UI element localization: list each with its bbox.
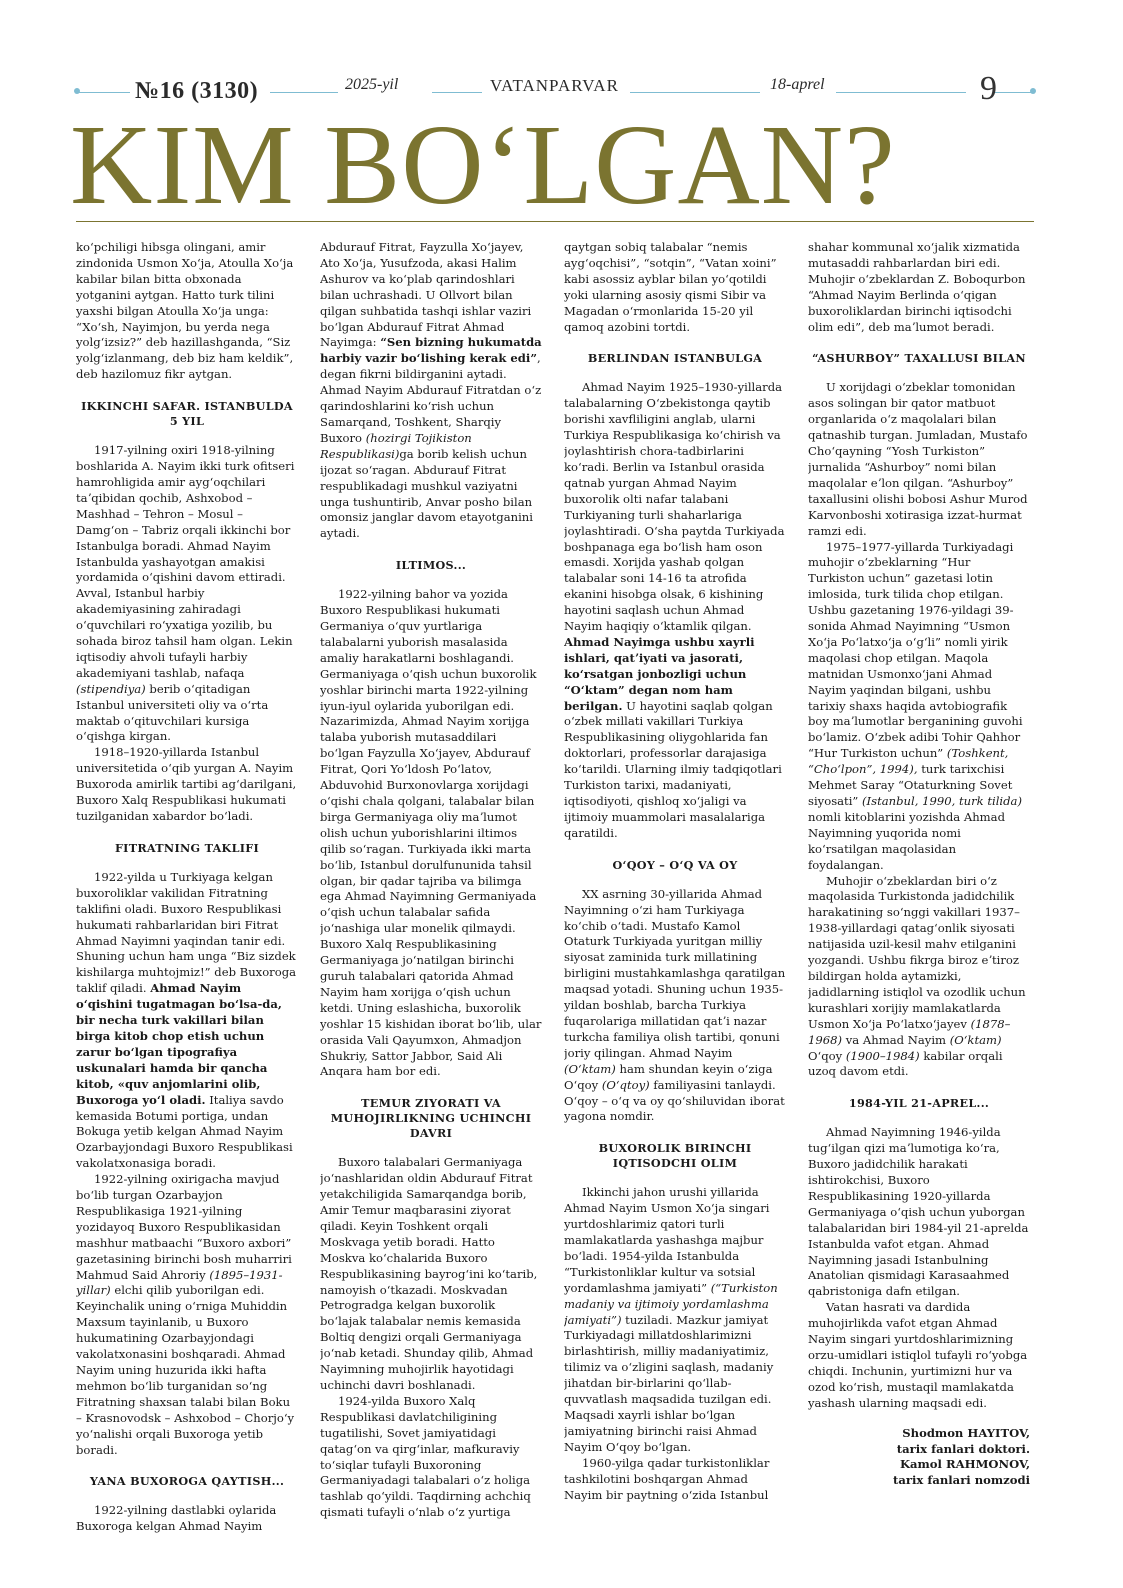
article-column-1 [76, 240, 298, 1580]
article-column-3 [564, 240, 786, 1580]
header-rule-dot [74, 88, 80, 94]
header-rule-end [995, 92, 1033, 93]
article-headline: KIM BOʻLGAN? [70, 101, 896, 228]
header-rule-middle-right [630, 92, 760, 93]
signature-line: Shodmon HAYITOV, [902, 1425, 1030, 1440]
issue-number: №16 (3130) [135, 78, 259, 104]
signature-line: Kamol RAHMONOV, [899, 1457, 1030, 1472]
text-span: ga borib kelish uchun ijozat soʻragan. Abdurauf Fitrat respublikadagi mushkul vaziyatni unga tushuntirib, Anvar posho bilan omonsiz janglar davom etayotganini aytadi. [320, 446, 533, 541]
text-span: U xorijdagi oʻzbeklar tomonidan asos solingan bir qator matbuot organlarida oʻz maqolalari bilan qatnashib turgan. Jumladan, Mustafo Choʻqayning “Yosh Turkiston” jurnalida “Ashurboy” nomi bilan maqolalar eʼlon qilgan. “Ashurboy” taxallusini olishi bobosi Ashur Murod Karvonboshi xotirasiga izzat-hurmat ramzi edi. [808, 380, 1028, 538]
article-body [76, 240, 1036, 1580]
article-paragraph [564, 240, 786, 335]
section-heading: OʻQOY – OʻQ VA OY [612, 857, 738, 872]
article-paragraph [808, 874, 1030, 1081]
header-rule-middle-left [270, 92, 338, 93]
article-paragraph [76, 745, 298, 825]
text-span: tuziladi. Mazkur jamiyat Turkiyadagi millatdoshlarimizni birlashtirish, milliy madaniyatimiz, tilimiz va oʻzligini saqlash, madaniy jihatdan bir-birlarini qoʻllab-quvvatlash maqsadida tuzilgan edi. Maqsadi xayrli ishlar boʻlgan jamiyatning birinchi raisi Ahmad Nayim Oʻqoy boʻlgan. [564, 1312, 774, 1454]
issue-date: 18-aprel [770, 76, 825, 93]
article-paragraph [564, 887, 786, 1126]
text-span: Italiya savdo kemasida Botumi portiga, undan Bokuga yetib kelgan Ahmad Nayim Ozarbayjondagi Buxoro Respublikasi vakolatxonasiga boradi. [76, 1092, 293, 1171]
text-span: 1922-yilning bahor va yozida Buxoro Respublikasi hukumati Germaniya oʻquv yurtlariga talabalarni yuborish masalasida amaliy harakatlarni boshlagandi. Germaniyaga oʻqish uchun buxorolik yoshlar birinchi marta 1922-yilning iyun-iyul oylarida yuborilgan edi. Nazarimizda, Ahmad Nayim xorijga talaba yuborish mutasaddilari boʻlgan Fayzulla Xoʻjayev, Abdurauf Fitrat, Qori Yoʻldosh Poʻlatov, Abduvohid Burxonovlarga xorijdagi oʻqishi chala qolgani, talabalar bilan birga Germaniyaga oliy maʼlumot olish uchun yuborishlarini iltimos qilib soʻragan. Turkiyada ikki marta boʻlib, Istanbul dorulfununida tahsil olgan, bir qadar tajriba va bilimga ega Ahmad Nayimning Germaniyada oʻqish uchun talabalar safida joʻnashiga ular monelik qilmaydi. Buxoro Xalq Respublikasining Germaniyaga joʻnatilgan birinchi guruh talabalari qatorida Ahmad Nayim ham xorijga oʻqish uchun ketdi. Uning eslashicha, buxorolik yoshlar 15 kishidan iborat boʻlib, ular orasida Vali Qayumxon, Ahmadjon Shukriy, Sattor Jabbor, Said Ali Anqara ham bor edi. [320, 587, 542, 1079]
text-span: 1975–1977-yillarda Turkiyadagi muhojir oʻzbeklarning “Hur Turkiston uchun” gazetasi lotin imlosida, turk tilida chop etilgan. Ushbu gazetaning 1976-yildagi 39-sonida Ahmad Nayimning “Usmon Xoʻja Poʻlatxoʻja oʻgʻli” nomli yirik maqolasi chop etilgan. Maqola matnidan Usmonxoʻjani Ahmad Nayim yaqindan bilgani, ushbu tarixiy shaxs haqida avtobiografik boy maʼlumotlar berganining guvohi boʻlamiz. Oʻzbek adibi Tohir Qahhor “Hur Turkiston uchun” [808, 539, 1023, 761]
article-paragraph [76, 443, 298, 745]
article-paragraph [76, 240, 298, 383]
text-span: ham shundan keyin oʻziga Oʻqoy [564, 1061, 773, 1092]
text-span: XX asrning 30-yillarida Ahmad Nayimning oʻzi ham Turkiyaga koʻchib oʻtadi. Mustafo Kamol Otaturk Turkiyada yuritgan milliy siyosat zaminida turk millatining birligini mustahkamlashga qaratilgan maqsad yotadi. Shuning uchun 1935-yildan boshlab, barcha Turkiya fuqarolariga millatidan qatʼi nazar turkcha familiya olish tartibi, qonuni joriy qilingan. Ahmad Nayim [564, 886, 786, 1060]
header-rule-middle [432, 92, 482, 93]
text-span: elchi qilib yuborilgan edi. Keyinchalik uning oʻrniga Muhiddin Maxsum tayinlanib, u Buxoro hukumatining Ozarbayjondagi vakolatxonasini boshqaradi. Ahmad Nayim uning huzurida ikki hafta mehmon boʻlib turganidan soʻng Fitratning shaxsan talabi bilan Boku – Krasnovodsk – Ashxobod – Chorjoʻy yoʻnalishi orqali Buxoroga yetib boradi. [76, 1283, 295, 1457]
section-heading: ILTIMOS... [395, 558, 467, 573]
article-paragraph [808, 1300, 1030, 1411]
article-paragraph [320, 1155, 542, 1394]
text-span: kabilar orqali uzoq davom etdi. [808, 1048, 1003, 1079]
article-paragraph [76, 1503, 298, 1535]
article-paragraph [564, 1185, 786, 1455]
italic-text: (Oʻqtoy) [601, 1077, 650, 1092]
text-span: Ahmad Nayim 1925–1930-yillarda talabalarning Oʻzbekistonga qaytib borishi xavfliligini anglab, ularni Turkiya Respublikasiga koʻchirish va joylashtirish chora-tadbirlarini koʻradi. Berlin va Istanbul orasida qatnab yurgan Ahmad Nayim buxorolik olti nafar talabani Turkiyaning turli shaharlariga joylashtiradi. Oʻsha paytda Turkiyada boshpanaga ega boʻlish ham oson emasdi. Xorijda yashab qolgan talabalar soni 14-16 ta atrofida ekanini hisobga olsak, 6 kishining hayotini saqlash uchun Ahmad Nayim haqiqiy oʻktamlik qilgan. [564, 380, 785, 634]
headline-rule [76, 221, 1034, 222]
header-rule-right [836, 92, 966, 93]
article-paragraph [564, 380, 786, 841]
text-span: 1924-yilda Buxoro Xalq Respublikasi davlatchiligining tugatilishi, Sovet jamiyatidagi qatagʻon va qirgʻinlar, mafkuraviy toʻsiqlar tufayli Buxoroning Germaniyadagi talabalari oʻz holiga tashlab qoʻyildi. Taqdirning achchiq qismati tufayli oʻnlab oʻz yurtiga [320, 1393, 531, 1520]
article-paragraph [320, 587, 542, 1080]
text-span: Abdurauf Fitrat, Fayzulla Xoʻjayev, Ato Xoʻja, Yusufzoda, akasi Halim Ashurov va koʻplab qarindoshlari bilan uchrashadi. U Ollvort bilan qilgan suhbatida tashqi ishlar vaziri boʻlgan Abdurauf Fitrat Ahmad Nayimga: [320, 240, 532, 350]
article-paragraph [76, 870, 298, 1172]
article-paragraph [808, 1125, 1030, 1300]
italic-text: (Istanbul, 1990, turk tilida) [862, 794, 1022, 808]
text-span: Muhojir oʻzbeklardan biri oʻz maqolasida Turkistonda jadidchilik harakatining soʻnggi vakillari 1937–1938-yillardagi qatagʻonlik siyosati natijasida uzil-kesil mahv etilganini yozgandi. Ushbu fikrga biroz eʼtiroz bildirgan holda aytamizki, jadidlarning istiqlol va ozodlik uchun kurashlari xorijiy mamlakatlarda Usmon Xoʻja Poʻlatxoʻjayev [808, 873, 1026, 1031]
text-span: familiyasini tanlaydi. Oʻqoy – oʻq va oy qoʻshiluvidan iborat yagona nomdir. [564, 1077, 785, 1124]
italic-text: (Toshkent, “Choʻlpon”, 1994), [808, 746, 1009, 777]
section-heading: IKKINCHI SAFAR. ISTANBULDA 5 YIL [81, 399, 293, 429]
page-number: 9 [980, 70, 997, 107]
bold-text: Ahmad Nayim oʻqishini tugatmagan boʻlsa-da, bir necha turk vakillari bilan birga kitob chop etish uchun zarur boʻlgan tipografiya uskunalari hamda bir qancha kitob, «quv anjomlarini olib, Buxoroga yoʻl oladi. [76, 981, 282, 1107]
text-span: Ahmad Nayimning 1946-yilda tugʻilgan qizi maʼlumotiga koʻra, Buxoro jadidchilik harakati ishtirokchisi, Buxoro Respublikasining 1920-yillarda Germaniyaga oʻqish uchun yuborgan talabalaridan biri 1984-yil 21-aprelda Istanbulda vafot etgan. Ahmad Nayimning jasadi Istanbulning Anatolian qismidagi Karasaahmed qabristoniga dafn etilgan. [808, 1125, 1029, 1299]
text-span: U hayotini saqlab qolgan oʻzbek millati vakillari Turkiya Respublikasining oliygohlarida fan doktorlari, professorlar darajasiga koʻtarildi. Ularning ilmiy tadqiqotlari Turkiston tarixi, madaniyati, iqtisodiyoti, qishloq xoʻjaligi va ijtimoiy muammolari masalalariga qaratildi. [564, 698, 782, 840]
italic-text: (1900–1984) [845, 1048, 920, 1063]
text-span: Ikkinchi jahon urushi yillarida Ahmad Nayim Usmon Xoʻja singari yurtdoshlarimiz qatori turli mamlakatlarda yashashga majbur boʻladi. 1954-yilda Istanbulda “Turkistonliklar kultur va sotsial yordamlashma jamiyati” [564, 1185, 770, 1295]
text-span: Oʻqoy [808, 1048, 846, 1063]
header-rule-left [76, 92, 130, 93]
header-rule-dot-end [1030, 88, 1036, 94]
text-span: 1922-yilda u Turkiyaga kelgan buxoroliklar vakilidan Fitratning taklifini oladi. Buxoro Respublikasi hukumati rahbarlaridan biri Fitrat Ahmad Nayimni yaqindan tanir edi. Shuning uchun ham unga “Biz sizdek kishilarga muhtojmiz!” deb Buxoroga taklif qiladi. [76, 869, 297, 996]
bold-text: “Sen bizning hukumatda harbiy vazir boʻlishing kerak edi” [320, 335, 542, 366]
italic-text: (hozirgi Tojikiston Respublikasi) [320, 430, 472, 461]
signature-line: tarix fanlari nomzodi [893, 1473, 1030, 1488]
section-heading: “ASHURBOY” TAXALLUSI BILAN [812, 351, 1026, 366]
text-span: 1922-yilning oxirigacha mavjud boʻlib turgan Ozarbayjon Respublikasiga 1921-yilning yozidayoq Buxoro Respublikasidan mashhur matbaachi “Buxoro axbori” gazetasining birinchi bosh muharriri Mahmud Said Ahroriy [76, 1172, 292, 1282]
text-span: , degan fikrni bildirganini aytadi. Ahmad Nayim Abdurauf Fitratdan oʻz qarindoshlarini koʻrish uchun Samarqand, Toshkent, Sharqiy Buxoro [320, 351, 542, 445]
article-paragraph [76, 1172, 298, 1458]
bold-text: Ahmad Nayimga ushbu xayrli ishlari, qatʼiyati va jasorati, koʻrsatgan jonbozligi uchun “Oʻktam” degan nom ham berilgan. [564, 634, 755, 713]
text-span: Buxoro talabalari Germaniyaga joʻnashlaridan oldin Abdurauf Fitrat yetakchiligida Samarqandga borib, Amir Temur maqbarasini ziyorat qiladi. Keyin Toshkent orqali Moskvaga yetib boradi. Hatto Moskva koʻchalarida Buxoro Respublikasining bayrogʻini koʻtarib, namoyish oʻtkazadi. Moskvadan Petrogradga kelgan buxorolik boʻlajak talabalar nemis kemasida Boltiq dengizi orqali Germaniyaga joʻnab ketadi. Shunday qilib, Ahmad Nayimning muhojirlik hayotidagi uchinchi davri boshlanadi. [320, 1155, 538, 1392]
section-heading: BERLINDAN ISTANBULGA [587, 351, 763, 366]
section-heading: TEMUR ZIYORATI VA MUHOJIRLIKNING UCHINCHI DAVRI [330, 1096, 532, 1141]
article-paragraph [808, 380, 1030, 539]
article-paragraph [320, 240, 542, 542]
section-heading: BUXOROLIK BIRINCHI IQTISODCHI OLIM [598, 1141, 752, 1171]
text-span: va Ahmad Nayim [842, 1032, 950, 1047]
text-span: 1922-yilning dastlabki oylarida Buxoroga kelgan Ahmad Nayim [76, 1503, 277, 1534]
author-signature [808, 1426, 1030, 1490]
text-span: 1918–1920-yillarda Istanbul universitetida oʻqib yurgan A. Nayim Buxoroda amirlik tartibi agʻdarilgani, Buxoro Xalq Respublikasi hukumati tuzilganidan xabardor boʻladi. [76, 745, 297, 823]
article-paragraph [320, 1394, 542, 1521]
italic-text: (stipendiya) [76, 681, 146, 696]
issue-year: 2025-yil [345, 76, 399, 93]
text-span: 1960-yilga qadar turkistonliklar tashkilotini boshqargan Ahmad Nayim bir paytning oʻzida Istanbul [564, 1455, 770, 1502]
text-span: koʻpchiligi hibsga olingani, amir zindonida Usmon Xoʻja, Atoulla Xoʻja kabilar bilan bitta obxonada yotganini aytgan. Hatto turk tilini yaxshi bilgan Atoulla Xoʻja unga: “Xoʻsh, Nayimjon, bu yerda nega yolgʻizsiz?” deb hazillashganda, “Siz yolgʻizlanmang, deb biz ham keldik”, deb hazilomuz fikr aytgan. [76, 240, 294, 382]
text-span: turk tarixchisi Mehmet Saray “Otaturkning Sovet siyosati” [808, 762, 1013, 808]
text-span: qaytgan sobiq talabalar “nemis aygʻoqchisi”, “sotqin”, “Vatan xoini” kabi asossiz ayblar bilan yoʻqotildi yoki ularning asosiy qismi Sibir va Magadan oʻrmonlarida 15-20 yil qamoq azobini tortdi. [564, 240, 777, 334]
text-span: Vatan hasrati va dardida muhojirlikda vafot etgan Ahmad Nayim singari yurtdoshlarimizning orzu-umidlari istiqlol tufayli roʻyobga chiqdi. Inchunin, yurtimizni hur va ozod koʻrish, mustaqil mamlakatda yashash ularning maqsadi edi. [808, 1300, 1028, 1410]
article-paragraph [808, 540, 1030, 874]
section-heading: YANA BUXOROGA QAYTISH... [89, 1474, 285, 1489]
text-span: 1917-yilning oxiri 1918-yilning boshlarida A. Nayim ikki turk ofitseri hamrohligida amir aygʻoqchilari taʼqibidan qochib, Ashxobod – Mashhad – Tehron – Mosul – Damgʻon – Tabriz orqali ikkinchi bor Istanbulga boradi. Ahmad Nayim Istanbulda yashayotgan amakisi yordamida oʻqishini davom ettiradi. Avval, Istanbul harbiy akademiyasining zahiradagi oʻquvchilari roʻyxatiga yozilib, bu sohada biroz tahsil ham olgan. Lekin iqtisodiy ahvoli tufayli harbiy akademiyani tashlab, nafaqa [76, 443, 295, 680]
italic-text: (“Turkiston madaniy va ijtimoiy yordamlashma jamiyati”) [564, 1280, 778, 1327]
article-paragraph [564, 1456, 786, 1504]
text-span: berib oʻqitadigan Istanbul universiteti oliy va oʻrta maktab oʻqituvchilari kursiga oʻqishga kirgan. [76, 681, 269, 744]
italic-text: (Oʻktam) [564, 1061, 616, 1076]
italic-text: (1878–1968) [808, 1016, 1011, 1047]
signature-line: tarix fanlari doktori. [896, 1441, 1030, 1456]
article-column-2 [320, 240, 542, 1580]
text-span: shahar kommunal xoʻjalik xizmatida mutasaddi rahbarlardan biri edi. Muhojir oʻzbeklardan Z. Boboqurbon “Ahmad Nayim Berlinda oʻqigan buxoroliklardan birinchi iqtisodchi olim edi”, deb maʼlumot beradi. [808, 240, 1026, 334]
italic-text: (Oʻktam) [949, 1032, 1002, 1047]
section-heading: FITRATNING TAKLIFI [114, 840, 260, 855]
article-paragraph [808, 240, 1030, 335]
section-heading: 1984-YIL 21-APREL... [848, 1096, 990, 1111]
text-span: nomli kitoblarini yozishda Ahmad Nayimning yuqorida nomi koʻrsatilgan maqolasidan foydalangan. [808, 809, 1006, 872]
article-column-4 [808, 240, 1030, 1580]
italic-text: (1895–1931-yillar) [76, 1267, 283, 1298]
newspaper-name: VATANPARVAR [490, 76, 619, 95]
